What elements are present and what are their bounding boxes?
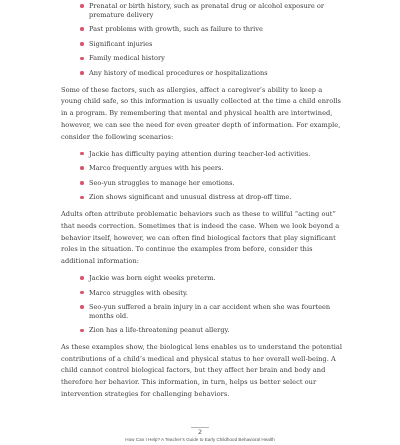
- list-item-text: Significant injuries: [89, 39, 153, 48]
- body-paragraph: Adults often attribute problematic behaviors such as these to willful “acting out” that needs correction. Sometimes that is indeed the case. When we look beyond a behavior itself, however, we can often find biological factors that play significant roles in the situation. To continue the examples from before, consider this additional information:: [61, 209, 340, 266]
- list-item: [80, 54, 343, 63]
- bullet-icon: [80, 4, 84, 8]
- list-item-text: Past problems with growth, such as failure to thrive: [89, 25, 263, 34]
- list-item-text: Family medical history: [89, 54, 165, 63]
- list-item: [80, 274, 343, 283]
- bullet-icon: [80, 71, 84, 75]
- list-item: [80, 326, 343, 335]
- list-item-text: Any history of medical procedures or hospitalizations: [89, 68, 268, 77]
- list-item-text: Jackie was born eight weeks preterm.: [89, 273, 216, 282]
- list-item: [80, 179, 343, 188]
- list-item-text: Marco struggles with obesity.: [89, 288, 188, 297]
- additional-info-list: [61, 274, 343, 335]
- list-item: [80, 2, 343, 19]
- body-paragraph: Some of these factors, such as allergies, affect a caregiver’s ability to keep a young child safe, so this information is usually collected at the time a child enrolls in a program. By remembering that mental and physical health are intertwined, however, we can see the need for even greater depth of information. For example, consider the following scenarios:: [61, 85, 341, 141]
- list-item-text: Zion shows significant and unusual distress at drop-off time.: [89, 193, 292, 202]
- list-item-text: Seo-yun suffered a brain injury in a car accident when she was fourteen months old.: [89, 303, 331, 320]
- list-item-text: Marco frequently argues with his peers.: [89, 164, 224, 173]
- page-content: [61, 2, 343, 401]
- list-item: [80, 289, 343, 298]
- bullet-icon: [80, 305, 84, 309]
- bullet-icon: [80, 57, 84, 61]
- list-item: [80, 193, 343, 202]
- list-item-text: Prenatal or birth history, such as prenatal drug or alcohol exposure or premature delivery: [89, 2, 325, 19]
- bullet-icon: [80, 152, 84, 156]
- bullet-icon: [80, 42, 84, 46]
- bullet-icon: [80, 27, 84, 31]
- running-footer-title: How Can I Help? A Teacher’s Guide to Early Childhood Behavioral Health: [125, 437, 275, 442]
- list-item-text: Seo-yun struggles to manage her emotions.: [89, 178, 235, 187]
- list-item-text: Jackie has difficulty paying attention during teacher-led activities.: [89, 149, 311, 158]
- bullet-icon: [80, 196, 84, 200]
- bullet-icon: [80, 276, 84, 280]
- bullet-icon: [80, 329, 84, 333]
- list-item: [80, 25, 343, 34]
- list-item: [80, 150, 343, 159]
- list-item: [80, 303, 343, 320]
- page-number: 2: [197, 428, 203, 436]
- list-item: [80, 164, 343, 173]
- bullet-icon: [80, 181, 84, 185]
- list-item-text: Zion has a life-threatening peanut allergy.: [89, 326, 230, 335]
- bullet-icon: [80, 291, 84, 295]
- scenario-list: [61, 150, 343, 202]
- list-item: [80, 69, 343, 78]
- bullet-icon: [80, 166, 84, 170]
- risk-factor-list: [61, 2, 343, 78]
- list-item: [80, 40, 343, 49]
- body-paragraph: As these examples show, the biological lens enables us to understand the potential contributions of a child’s medical and physical status to her overall well-being. A child cannot control biological factors, but they affect her brain and body and therefore her behavior. This information, in turn, helps us better select our intervention strategies for challenging behaviors.: [61, 342, 343, 399]
